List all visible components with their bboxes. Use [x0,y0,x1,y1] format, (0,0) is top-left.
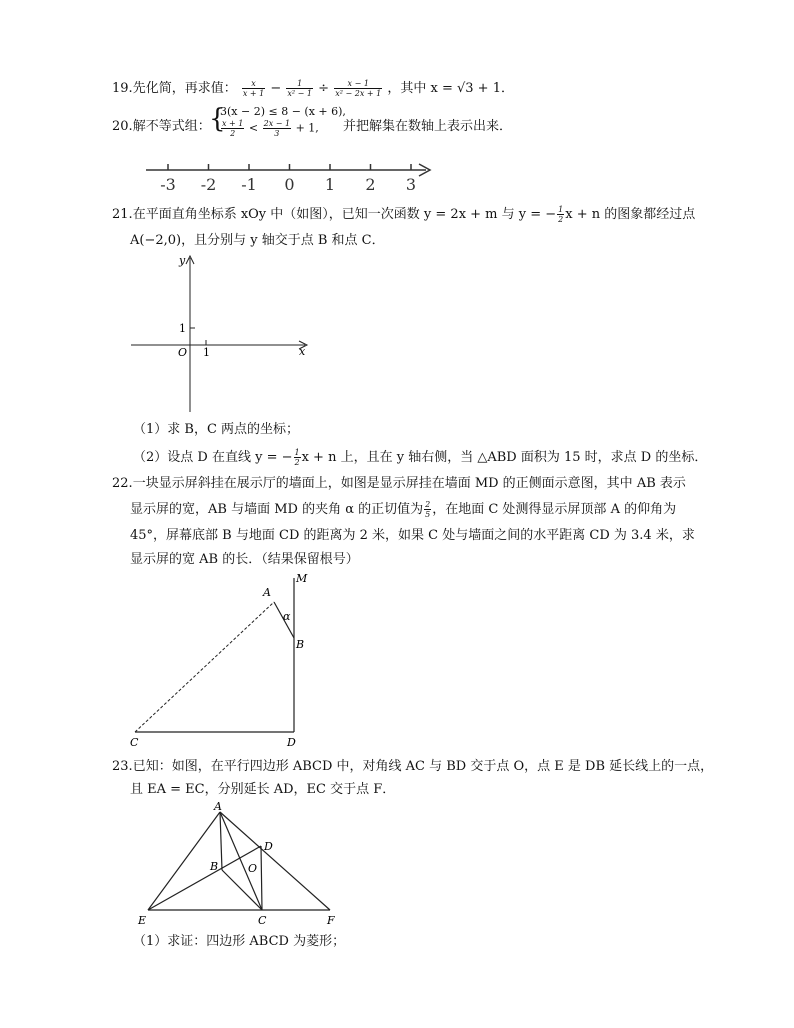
origin-label: O [178,346,188,359]
segment-BC [222,870,262,910]
q23-line-2: 且 EA = EC，分别延长 AD，EC 交于点 F． [130,782,396,797]
q19-line [112,79,514,98]
q22-diagram [125,570,325,750]
q21-line-2: A(−2,0)，且分别与 y 轴交于点 B 和点 C． [130,233,385,248]
label-A: A [263,586,271,599]
x-axis-label: x [299,345,306,358]
q20-inequality-1: 3(x − 2) ≤ 8 − (x + 6), [220,105,346,118]
q20-number: 20. [112,119,133,134]
q20-number-line [140,158,440,198]
q21-coordinate-plane [125,252,325,422]
y-axis-label: y [179,254,186,267]
q20-lead: 解不等式组： [132,119,211,134]
label-B: B [296,638,305,651]
label-O: O [248,862,258,875]
label-D: D [287,736,296,749]
number-line-tick-label: -3 [160,175,176,194]
q20-brace: { [209,104,226,134]
q22-line-4: 显示屏的宽 AB 的长．（结果保留根号） [130,552,359,567]
q20-inequality-2: $\frac{x + 1}{2}$ < $\frac{2x - 1}{3}$ + 1, [222,119,319,138]
label-M: M [296,572,308,585]
q21-sub-2: （2）设点 D 在直线 y = − $\frac{1}{2}$ x + n 上，且在 y 轴右侧，当 △ABD 面积为 15 时，求点 D 的坐标． [133,448,708,467]
q19-divide: ÷ [318,81,330,96]
sight-line-CA [135,602,274,732]
q23-diagram [130,800,350,930]
q19-minus: − [270,81,282,96]
q19-number: 19. [112,81,133,96]
label-alpha: α [283,610,291,623]
q19-tail: ，其中 x = √3 + 1． [387,81,514,96]
label-E: E [138,914,147,927]
label-A: A [214,800,222,813]
q21-sub-1: （1）求 B，C 两点的坐标； [133,422,300,437]
q23-line-1: 23.已知：如图，在平行四边形 ABCD 中，对角线 AC 与 BD 交于点 O，点 E 是 DB 延长线上的一点， [112,759,714,774]
label-F: F [327,914,335,927]
q19-lead: 先化简，再求值： [132,81,237,96]
number-line-tick-label: 1 [324,175,336,194]
q23-sub-1: （1）求证：四边形 ABCD 为菱形； [133,934,346,949]
number-line-tick-label: -2 [200,175,217,194]
q21-line-1: 21.在平面直角坐标系 xOy 中（如图），已知一次函数 y = 2x + m 与 y = − $\frac{1}{2}$ x + n 的图象都经过点 [112,205,696,224]
segment-AB [220,812,222,870]
segment-ED [148,846,261,910]
q19-fraction-1: $\frac{x}{x + 1}$ [242,79,265,98]
number-line-tick-label: 2 [365,175,376,194]
x-tick-label: 1 [203,346,210,359]
y-tick-label: 1 [179,322,186,335]
segment-AF [220,812,330,910]
q22-line-1: 22.一块显示屏斜挂在展示厅的墙面上，如图是显示屏挂在墙面 MD 的正侧面示意图，其中 AB 表示 [112,476,686,491]
label-B: B [210,860,219,873]
q22-line-2: 显示屏的宽，AB 与墙面 MD 的夹角 α 的正切值为 $\frac{2}{5}$ ，在地面 C 处测得显示屏顶部 A 的仰角为 [130,500,677,519]
number-line-tick-label: 3 [405,175,417,194]
q20-line [112,118,211,136]
q20-tail: 并把解集在数轴上表示出来． [343,119,513,134]
number-line-tick-label: -1 [241,175,257,194]
q22-line-3: 45°，屏幕底部 B 与地面 CD 的距离为 2 米，如果 C 处与墙面之间的水平距离 CD 为 3.4 米，求 [130,528,695,543]
q19-fraction-3: $\frac{x - 1}{\text{x² − 2x + 1}}$ [335,79,382,98]
label-C: C [258,914,267,927]
segment-AC [220,812,262,910]
label-C: C [130,736,139,749]
label-D: D [264,840,273,853]
number-line-tick-label: 0 [284,175,295,194]
q19-fraction-2: $\frac{1}{\text{x² − 1}}$ [287,79,313,98]
segment-CD [261,846,262,910]
